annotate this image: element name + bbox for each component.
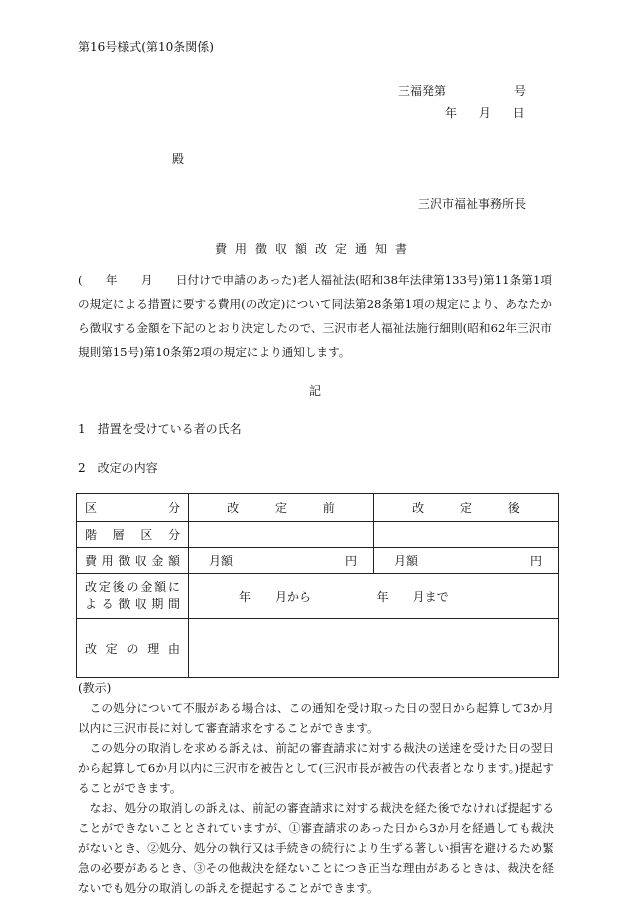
table-header-row xyxy=(77,494,559,522)
table-row xyxy=(77,522,559,548)
row-label-reason: 改定の理由 xyxy=(77,619,189,678)
document-number-suffix: 号 xyxy=(514,84,527,98)
issue-date: 年 月 日 xyxy=(445,106,525,120)
cell-class-after xyxy=(374,522,559,548)
header-category: 区分 xyxy=(77,494,189,522)
row-label-period-line1: 改定後の金額に xyxy=(85,580,180,594)
table-row xyxy=(77,574,559,619)
notice-body: ( 年 月 日付けで申請のあった)老人福祉法(昭和38年法律第133号)第11条第1項の規定による措置に要する費用(の改定)について同法第28条第1項の規定により、あなたから徴収する金額を下記のとおり決定したので、三沢市老人福祉法施行細則(昭和62年三沢市規則第15号)第10条第2項の規定により通知します。 xyxy=(78,273,552,359)
cell-amount-after xyxy=(374,548,559,574)
revision-table xyxy=(76,493,559,678)
item-person-name: 1 措置を受けている者の氏名 xyxy=(78,422,242,436)
cell-reason xyxy=(189,619,559,678)
row-label-period-line2: よる徴収期間 xyxy=(85,597,180,611)
header-before: 改 定 前 xyxy=(189,494,374,522)
form-number: 第16号様式(第10条関係) xyxy=(78,40,214,54)
row-label-class: 階層区分 xyxy=(77,522,189,548)
sender-name: 三沢市福祉事務所長 xyxy=(418,197,527,211)
item-revision-details: 2 改定の内容 xyxy=(78,461,158,475)
recipient-honorific: 殿 xyxy=(172,152,185,166)
notes-paragraph-2: この処分の取消しを求める訴えは、前記の審査請求に対する裁決の送達を受けた日の翌日から起算して6か月以内に三沢市を被告として(三沢市長が被告の代表者となります。)提起することができます。 xyxy=(78,741,554,795)
notes-paragraph-1: この処分について不服がある場合は、この通知を受け取った日の翌日から起算して3か月以内に三沢市長に対して審査請求をすることができます。 xyxy=(78,701,554,735)
notes-body xyxy=(78,698,554,898)
monthly-label: 月額 xyxy=(209,554,234,568)
ki-heading: 記 xyxy=(308,384,321,398)
notes-title: (教示) xyxy=(78,681,112,695)
period-from: 年 月から xyxy=(239,589,312,604)
period-to: 年 月まで xyxy=(376,589,449,604)
yen-unit: 円 xyxy=(529,554,542,568)
cell-period xyxy=(189,574,559,619)
document-title: 費用徴収額改定通知書 xyxy=(214,242,415,256)
notes-paragraph-3: なお、処分の取消しの訴えは、前記の審査請求に対する裁決を経た後でなければ提起することができないこととされていますが、①審査請求のあった日から3か月を経過しても裁決がないとき、②処分、処分の執行又は手続きの続行により生ずる著しい損害を避けるため緊急の必要があるとき、③その他裁決を経ないことにつき正当な理由があるときは、裁決を経ないでも処分の取消しの訴えを提起することができます。 xyxy=(78,801,554,895)
table-row xyxy=(77,619,559,678)
table-row xyxy=(77,548,559,574)
row-label-period xyxy=(77,574,189,619)
header-after: 改 定 後 xyxy=(374,494,559,522)
yen-unit: 円 xyxy=(344,554,357,568)
document-number-prefix: 三福発第 xyxy=(398,84,447,98)
row-label-amount: 費用徴収金額 xyxy=(77,548,189,574)
monthly-label: 月額 xyxy=(394,554,419,568)
cell-amount-before xyxy=(189,548,374,574)
cell-class-before xyxy=(189,522,374,548)
